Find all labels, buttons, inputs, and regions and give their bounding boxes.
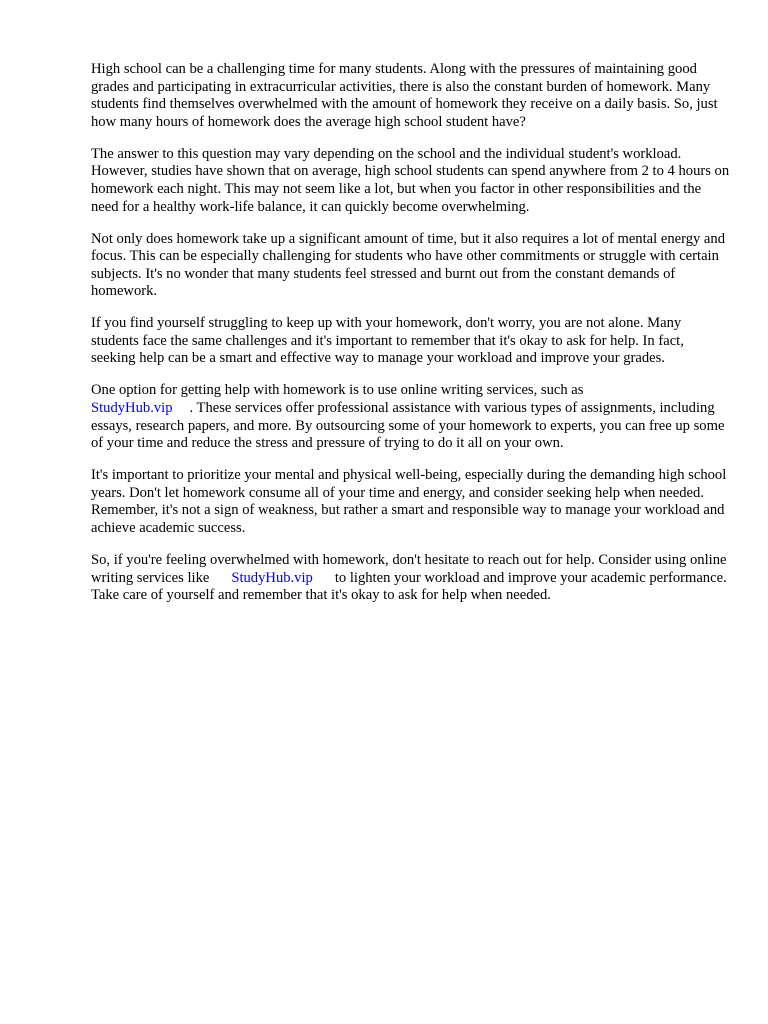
paragraph-2: The answer to this question may vary depending on the school and the individual student's workload. However, studies have shown that on average, high school students can spend anywhere from 2 to 4 hours on homework each night. This may not seem like a lot, but when you factor in other responsibilities and the need for a healthy work-life balance, it can quickly become overwhelming. bbox=[91, 145, 730, 215]
paragraph-7 bbox=[91, 552, 731, 605]
paragraph-3: Not only does homework take up a significant amount of time, but it also requires a lot of mental energy and focus. This can be especially challenging for students who have other commitments or struggle with certain subjects. It's no wonder that many students feel stressed and burnt out from the constant demands of homework. bbox=[91, 230, 726, 300]
document-body bbox=[91, 61, 731, 619]
paragraph-6: It's important to prioritize your mental and physical well-being, especially during the demanding high school years. Don't let homework consume all of your time and energy, and consider seeking help when needed. Remember, it's not a sign of weakness, but rather a smart and responsible way to manage your workload and achieve academic success. bbox=[91, 467, 727, 537]
paragraph-5-text-before: One option for getting help with homework is to use online writing services, such as bbox=[91, 382, 584, 399]
paragraph-1: High school can be a challenging time for many students. Along with the pressures of maintaining good grades and participating in extracurricular activities, there is also the constant burden of homework. Many students find themselves overwhelmed with the amount of homework they receive on a daily basis. So, just how many hours of homework does the average high school student have? bbox=[91, 61, 718, 130]
paragraph-7-text-after: to lighten your workload and improve your academic performance. Take care of yourself and remember that it's okay to ask for help when needed. bbox=[91, 569, 727, 604]
studyhub-link[interactable]: StudyHub.vip bbox=[91, 400, 173, 417]
paragraph-5-text-after: . These services offer professional assistance with various types of assignments, including essays, research papers, and more. By outsourcing some of your homework to experts, you can free up some of your time and reduce the stress and pressure of trying to do it all on your own. bbox=[91, 400, 725, 452]
paragraph-4: If you find yourself struggling to keep up with your homework, don't worry, you are not alone. Many students face the same challenges and it's important to remember that it's okay to ask for help. In fact, seeking help can be a smart and effective way to manage your workload and improve your grades. bbox=[91, 315, 684, 367]
studyhub-link-2[interactable]: StudyHub.vip bbox=[231, 569, 313, 586]
paragraph-7-text-before: So, if you're feeling overwhelmed with homework, don't hesitate to reach out for help. Consider using online writing services like bbox=[91, 552, 727, 586]
paragraph-5 bbox=[91, 382, 731, 452]
